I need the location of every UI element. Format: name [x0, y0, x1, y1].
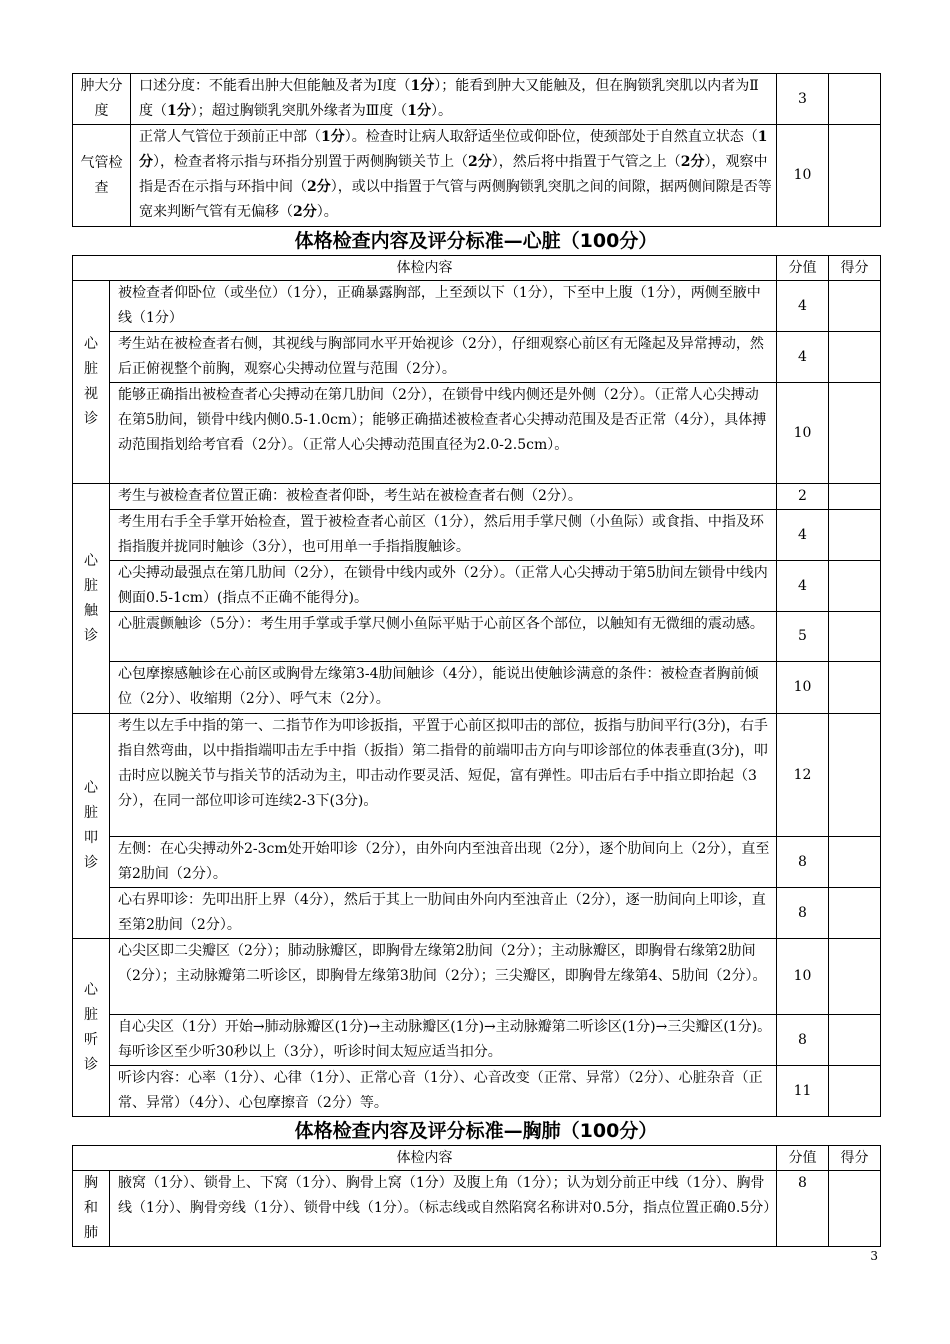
criteria-text: 心尖搏动最强点在第几肋间（2分），在锁骨中线内或外（2分）。（正常人心尖搏动于第5肋间左锁骨中线内侧面0.5-1cm）(指点不正确不能得分)。: [110, 561, 777, 612]
table-row: [73, 383, 881, 484]
score-value: 4: [777, 510, 829, 561]
criteria-text: 考生以左手中指的第一、二指节作为叩诊扳指，平置于心前区拟叩击的部位，扳指与肋间平行(3分)，右手指自然弯曲，以中指指端叩击左手中指（扳指）第二指骨的前端叩击方向与叩诊部位的体表垂直(3分)，叩击时应以腕关节与指关节的活动为主，叩击动作要灵活、短促，富有弹性。叩击后右手中指立即抬起（3分），在同一部位叩诊可连续2-3下(3分)。: [110, 714, 777, 837]
table-header: [73, 1146, 881, 1171]
score-value: 12: [777, 714, 829, 837]
header-score: 分值: [777, 1146, 829, 1171]
criteria-text: 心右界叩诊：先叩出肝上界（4分），然后于其上一肋间由外向内至浊音止（2分），逐一肋间向上叩诊，直至第2肋间（2分）。: [110, 888, 777, 939]
score-value: 8: [777, 1171, 829, 1247]
header-content: 体检内容: [73, 256, 777, 281]
score-value: 5: [777, 612, 829, 662]
page-number: 3: [870, 1249, 878, 1263]
table-row: [73, 74, 881, 125]
table-row: [73, 281, 881, 332]
table-row: [73, 1066, 881, 1117]
table-row: [73, 125, 881, 227]
table-row: [73, 837, 881, 888]
table-row: [73, 332, 881, 383]
header-score: 分值: [777, 256, 829, 281]
score-obtained-cell[interactable]: [829, 332, 881, 383]
score-value: 2: [777, 484, 829, 510]
score-obtained-cell[interactable]: [829, 561, 881, 612]
table-row: [73, 561, 881, 612]
score-obtained-cell[interactable]: [829, 74, 881, 125]
table-header: [73, 256, 881, 281]
criteria-text: 心包摩擦感触诊在心前区或胸骨左缘第3-4肋间触诊（4分），能说出使触诊满意的条件：被检查者胸前倾位（2分）、收缩期（2分）、呼气末（2分）。: [110, 662, 777, 714]
table-row: [73, 1171, 881, 1247]
criteria-text: 口述分度：不能看出肿大但能触及者为Ⅰ度（1分）；能看到肿大又能触及，但在胸锁乳突肌以内者为Ⅱ度（1分）；超过胸锁乳突肌外缘者为Ⅲ度（1分）。: [131, 74, 777, 125]
criteria-text: 正常人气管位于颈前正中部（1分）。检查时让病人取舒适坐位或仰卧位，使颈部处于自然直立状态（1分），检查者将示指与环指分别置于两侧胸锁关节上（2分），然后将中指置于气管之上（2分），观察中指是否在示指与环指中间（2分），或以中指置于气管与两侧胸锁乳突肌之间的间隙，据两侧间隙是否等宽来判断气管有无偏移（2分）。: [131, 125, 777, 227]
criteria-text: 左侧：在心尖搏动外2-3cm处开始叩诊（2分），由外向内至浊音出现（2分），逐个肋间向上（2分），直至第2肋间（2分）。: [110, 837, 777, 888]
table-row: [73, 1015, 881, 1066]
score-obtained-cell[interactable]: [829, 484, 881, 510]
criteria-text: 被检查者仰卧位（或坐位）（1分），正确暴露胸部，上至颈以下（1分），下至中上腹（1分），两侧至腋中线（1分）: [110, 281, 777, 332]
score-sheet: [72, 73, 880, 1247]
score-value: 8: [777, 888, 829, 939]
criteria-text: 心脏震颤触诊（5分）：考生用手掌或手掌尺侧小鱼际平贴于心前区各个部位，以触知有无微细的震动感。: [110, 612, 777, 662]
score-value: 10: [777, 383, 829, 484]
score-obtained-cell[interactable]: [829, 281, 881, 332]
score-value: 10: [777, 662, 829, 714]
group-label-percussion: 心 脏 叩 诊: [73, 714, 110, 939]
score-obtained-cell[interactable]: [829, 1015, 881, 1066]
table-row: [73, 484, 881, 510]
group-label-inspection: 心 脏 视 诊: [73, 281, 110, 484]
score-value: 4: [777, 281, 829, 332]
table-row: [73, 662, 881, 714]
criteria-text: 自心尖区（1分）开始→肺动脉瓣区(1分)→主动脉瓣区(1分)→主动脉瓣第二听诊区(1分)→三尖瓣区(1分)。每听诊区至少听30秒以上（3分），听诊时间太短应适当扣分。: [110, 1015, 777, 1066]
section-label: 肿大分度: [73, 74, 131, 125]
score-obtained-cell[interactable]: [829, 510, 881, 561]
score-value: 11: [777, 1066, 829, 1117]
table-row: [73, 510, 881, 561]
section-label: 胸和肺: [84, 1175, 98, 1241]
score-obtained-cell[interactable]: [829, 714, 881, 837]
heart-section-title: 体格检查内容及评分标准—心脏（100分）: [294, 230, 658, 252]
score-obtained-cell[interactable]: [829, 939, 881, 1015]
thyroid-trachea-table: [72, 73, 881, 227]
header-obtained: 得分: [829, 1146, 881, 1171]
score-value: 4: [777, 332, 829, 383]
criteria-text: 腋窝（1分）、锁骨上、下窝（1分）、胸骨上窝（1分）及腹上角（1分）；认为划分前正中线（1分）、胸骨线（1分）、胸骨旁线（1分）、锁骨中线（1分）。（标志线或自然陷窝名称讲对0.5分，指点位置正确0.5分）: [110, 1171, 777, 1247]
table-row: [73, 612, 881, 662]
table-row: [73, 714, 881, 837]
score-value: 3: [777, 74, 829, 125]
heart-table: [72, 255, 881, 1117]
score-value: 8: [777, 837, 829, 888]
score-obtained-cell[interactable]: [829, 125, 881, 227]
group-label-auscultation: 心 脏 听 诊: [73, 939, 110, 1117]
table-row: [73, 939, 881, 1015]
criteria-text: 考生与被检查者位置正确：被检查者仰卧，考生站在被检查者右侧（2分）。: [110, 484, 777, 510]
score-obtained-cell[interactable]: [829, 1171, 881, 1247]
score-obtained-cell[interactable]: [829, 662, 881, 714]
criteria-text: 考生站在被检查者右侧，其视线与胸部同水平开始视诊（2分），仔细观察心前区有无隆起及异常搏动，然后正俯视整个前胸，观察心尖搏动位置与范围（2分）。: [110, 332, 777, 383]
header-obtained: 得分: [829, 256, 881, 281]
score-value: 4: [777, 561, 829, 612]
score-obtained-cell[interactable]: [829, 837, 881, 888]
lung-section-title: 体格检查内容及评分标准—胸肺（100分）: [294, 1120, 658, 1142]
header-content: 体检内容: [73, 1146, 777, 1171]
criteria-text: 考生用右手全手掌开始检查，置于被检查者心前区（1分），然后用手掌尺侧（小鱼际）或食指、中指及环指指腹并拢同时触诊（3分），也可用单一手指指腹触诊。: [110, 510, 777, 561]
group-label-chest-lung: [73, 1171, 110, 1247]
score-value: 8: [777, 1015, 829, 1066]
score-obtained-cell[interactable]: [829, 888, 881, 939]
criteria-text: 能够正确指出被检查者心尖搏动在第几肋间（2分），在锁骨中线内侧还是外侧（2分）。（正常人心尖搏动在第5肋间，锁骨中线内侧0.5-1.0cm）；能够正确描述被检查者心尖搏动范围及是否正常（4分），具体搏动范围指划给考官看（2分）。（正常人心尖搏动范围直径为2.0-2.5cm）。: [110, 383, 777, 484]
group-label-palpation: 心 脏 触 诊: [73, 484, 110, 714]
criteria-text: 心尖区即二尖瓣区（2分）；肺动脉瓣区，即胸骨左缘第2肋间（2分）；主动脉瓣区，即胸骨右缘第2肋间（2分）；主动脉瓣第二听诊区，即胸骨左缘第3肋间（2分）；三尖瓣区，即胸骨左缘第4、5肋间（2分）。: [110, 939, 777, 1015]
score-obtained-cell[interactable]: [829, 1066, 881, 1117]
score-value: 10: [777, 125, 829, 227]
score-value: 10: [777, 939, 829, 1015]
score-obtained-cell[interactable]: [829, 612, 881, 662]
lung-table: [72, 1145, 881, 1247]
criteria-text: 听诊内容：心率（1分）、心律（1分）、正常心音（1分）、心音改变（正常、异常）（2分）、心脏杂音（正常、异常）（4分）、心包摩擦音（2分）等。: [110, 1066, 777, 1117]
score-obtained-cell[interactable]: [829, 383, 881, 484]
section-label: 气管检查: [73, 125, 131, 227]
table-row: [73, 888, 881, 939]
